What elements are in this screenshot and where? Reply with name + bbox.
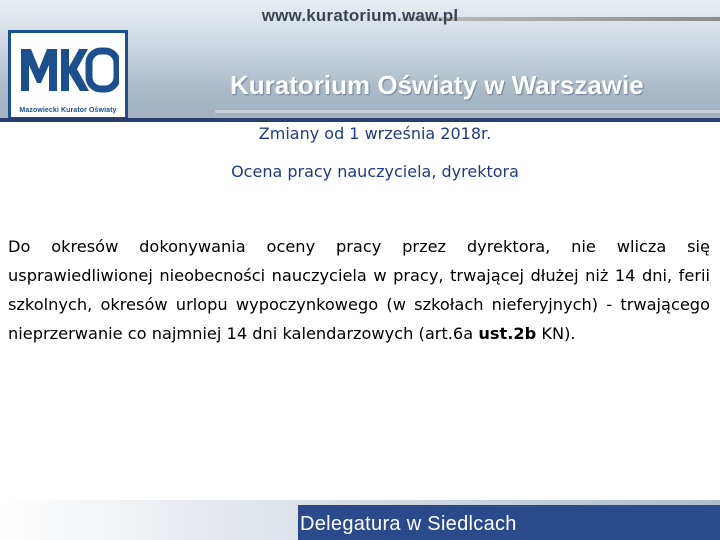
paragraph-text-end: KN). (536, 324, 576, 343)
website-url[interactable]: www.kuratorium.waw.pl (261, 6, 459, 25)
body-paragraph (8, 232, 710, 348)
header-banner (0, 0, 720, 122)
header-divider-light (215, 110, 720, 113)
slide-subtitle: Ocena pracy nauczyciela, dyrektora (231, 162, 519, 181)
organization-name: Kuratorium Oświaty w Warszawie (230, 70, 644, 100)
paragraph-text: Do okresów dokonywania oceny pracy przez dyrektora, nie wlicza się usprawiedliwionej nieobecności nauczyciela w pracy, trwającej dłużej niż 14 dni, ferii szkolnych, okresów urlopu wypoczynkowego (w szkołach nieferyjnych) - trwającego nieprzerwanie co najmniej 14 dni kalendarzowych (art.6a (8, 237, 710, 343)
header-divider (0, 118, 720, 122)
mko-logo (8, 30, 128, 120)
logo-caption: Mazowiecki Kurator Oświaty (19, 107, 117, 114)
footer-label: Delegatura w Siedlcach (300, 513, 517, 535)
mko-logo-mark (17, 39, 119, 99)
slide-title: Zmiany od 1 września 2018r. (258, 124, 492, 143)
paragraph-bold-ref: ust.2b (478, 324, 537, 343)
